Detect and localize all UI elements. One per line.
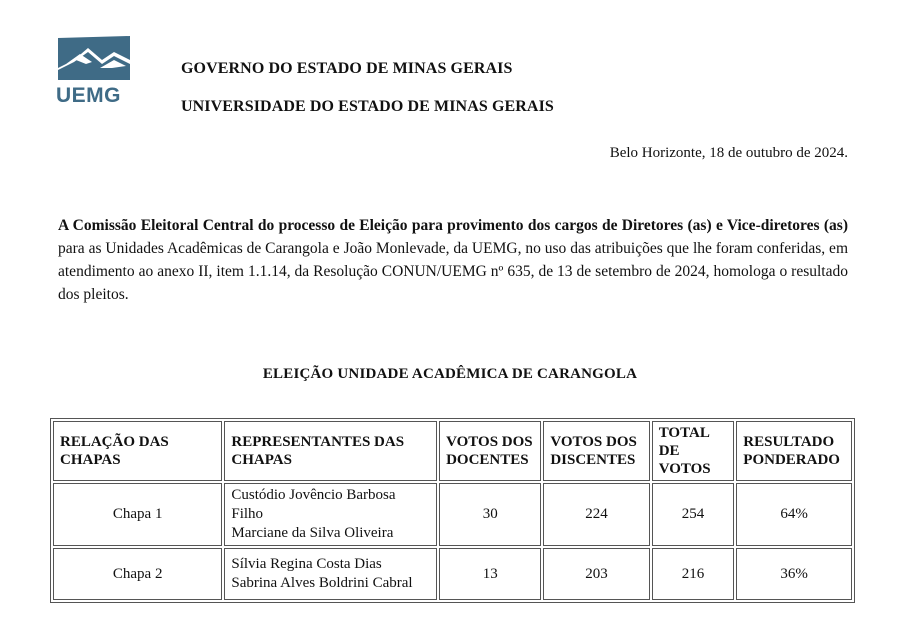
cell-total: 216 [652,548,735,600]
header-docentes: VOTOS DOS DOCENTES [439,421,541,481]
cell-chapa: Chapa 1 [53,483,222,546]
header-government: GOVERNO DO ESTADO DE MINAS GERAIS [181,60,513,77]
cell-discentes: 203 [543,548,649,600]
table-row [53,483,852,546]
cell-resultado: 64% [736,483,852,546]
section-title: ELEIÇÃO UNIDADE ACADÊMICA DE CARANGOLA [262,366,638,382]
cell-resultado: 36% [736,548,852,600]
representative-2: Sabrina Alves Boldrini Cabral [231,575,413,591]
homologation-paragraph [58,214,848,306]
header-university: UNIVERSIDADE DO ESTADO DE MINAS GERAIS [181,98,554,115]
header-discentes: VOTOS DOS DISCENTES [543,421,649,481]
representative-2: Marciane da Silva Oliveira [231,525,394,541]
cell-docentes: 30 [439,483,541,546]
date-line: Belo Horizonte, 18 de outubro de 2024. [609,145,848,161]
header-chapas: RELAÇÃO DAS CHAPAS [53,421,222,481]
header-resultado: RESULTADO PONDERADO [736,421,852,481]
results-table [50,418,855,603]
cell-docentes: 13 [439,548,541,600]
cell-chapa: Chapa 2 [53,548,222,600]
paragraph-bold-part: A Comissão Eleitoral Central do processo de Eleição para provimento dos cargos de Diretores (as) e Vice-diretores (as) [58,217,848,234]
cell-representantes [224,483,437,546]
cell-discentes: 224 [543,483,649,546]
header-representantes: REPRESENTANTES DAS CHAPAS [224,421,437,481]
header-total: TOTAL DE VOTOS [652,421,735,481]
paragraph-rest: para as Unidades Acadêmicas de Carangola e João Monlevade, da UEMG, no uso das atribuições que lhe foram conferidas, em atendimento ao anexo II, item 1.1.14, da Resolução CONUN/UEMG nº 635, de 13 de setembro de 2024, homologa o resultado dos pleitos. [58,240,848,303]
table-row [53,548,852,600]
table-header-row [53,421,852,481]
cell-total: 254 [652,483,735,546]
logo-text: UEMG [56,84,121,107]
representative-1: Custódio Jovêncio Barbosa Filho [231,487,396,522]
cell-representantes [224,548,437,600]
representative-1: Sílvia Regina Costa Dias [231,556,382,572]
